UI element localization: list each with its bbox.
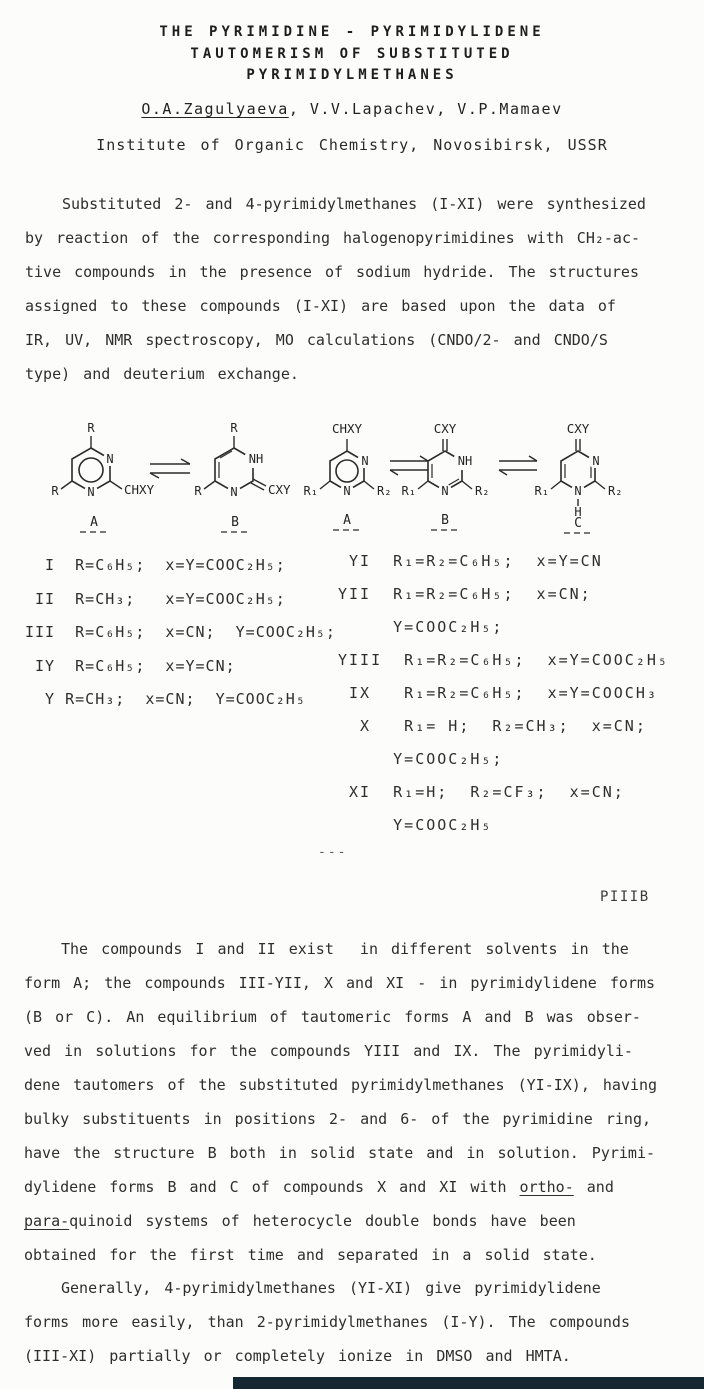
structure-label-b: B bbox=[231, 515, 239, 530]
body-line: form A; the compounds III-YII, X and XI - in pyrimidylidene forms bbox=[24, 974, 655, 992]
bond-r2 bbox=[364, 481, 374, 489]
group-cxy: CXY bbox=[433, 421, 457, 436]
compound-row: IY R=C₆H₅; x=Y=CN; bbox=[25, 656, 236, 675]
compound-row: YII R₁=R₂=C₆H₅; x=CN; bbox=[338, 585, 592, 603]
compound-row: Y=COOC₂H₅ bbox=[338, 816, 493, 834]
section-separator: --- bbox=[318, 845, 348, 860]
substituent-r2: R₂ bbox=[377, 484, 392, 498]
substituent-r-top: R bbox=[230, 421, 238, 435]
atom-h: H bbox=[574, 505, 582, 519]
substituent-r-top: R bbox=[87, 421, 95, 435]
structure-label-a: A bbox=[90, 515, 98, 530]
body-paragraph-2 bbox=[24, 1271, 696, 1373]
atom-n3: N bbox=[574, 484, 582, 498]
abstract-line: Substituted 2- and 4-pyrimidylmethanes (I-XI) were synthesized bbox=[62, 195, 646, 213]
body-line: The compounds I and II exist in different solvents in the bbox=[61, 940, 629, 958]
substituent-r-left: R bbox=[51, 484, 59, 498]
substituent-r-left: R bbox=[194, 484, 202, 498]
body-line: (B or C). An equilibrium of tautomeric forms A and B was obser- bbox=[24, 1008, 641, 1026]
structure-label-a: A bbox=[343, 513, 351, 528]
atom-n3: N bbox=[343, 484, 351, 498]
atom-nh: NH bbox=[457, 454, 473, 468]
compound-row: Y=COOC₂H₅; bbox=[338, 750, 504, 768]
bond-r1 bbox=[418, 481, 428, 489]
substituent-r1: R₁ bbox=[303, 484, 318, 498]
substituent-r1: R₁ bbox=[534, 484, 549, 498]
abstract-line: type) and deuterium exchange. bbox=[25, 365, 299, 383]
compound-row: Y=COOC₂H₅; bbox=[338, 618, 504, 636]
body-text: dylidene forms B and C of compounds X and XI with bbox=[24, 1178, 520, 1196]
aromatic-circle bbox=[336, 460, 358, 482]
atom-n1: N bbox=[106, 452, 114, 466]
group-cxy: CXY bbox=[566, 421, 590, 436]
abstract-line: IR, UV, NMR spectroscopy, MO calculations (CNDO/2- and CNDO/S bbox=[25, 331, 608, 349]
compound-row: YI R₁=R₂=C₆H₅; x=Y=CN bbox=[338, 552, 603, 570]
underlined-word-para: para- bbox=[24, 1212, 70, 1230]
compound-row: XI R₁=H; R₂=CF₃; x=CN; bbox=[338, 783, 625, 801]
atom-n3: N bbox=[441, 484, 449, 498]
body-line: obtained for the first time and separated in a solid state. bbox=[24, 1246, 597, 1264]
substituent-r2: R₂ bbox=[608, 484, 623, 498]
structure-label-b: B bbox=[441, 513, 449, 528]
atom-n1: N bbox=[361, 454, 369, 468]
bond-r2 bbox=[462, 481, 472, 489]
bond-chxy bbox=[110, 481, 122, 489]
body-line bbox=[24, 1170, 696, 1204]
abstract-line: by reaction of the corresponding halogenopyrimidines with CH₂-ac- bbox=[25, 229, 640, 247]
atom-n3: N bbox=[230, 485, 238, 499]
reaction-scheme-2-pyrimidylmethanes bbox=[32, 416, 312, 546]
body-line: dene tautomers of the substituted pyrimidylmethanes (YI-IX), having bbox=[24, 1076, 658, 1094]
abstract-line: tive compounds in the presence of sodium hydride. The structures bbox=[25, 263, 639, 281]
equilibrium-arrows-icon bbox=[150, 459, 190, 478]
scan-edge-artifact bbox=[233, 1377, 704, 1389]
body-line: bulky substituents in positions 2- and 6- of the pyrimidine ring, bbox=[24, 1110, 651, 1128]
abstract-line: assigned to these compounds (I-XI) are based upon the data of bbox=[25, 297, 616, 315]
double-bond-inner bbox=[447, 479, 459, 486]
body-line: (III-XI) partially or completely ionize in DMSO and HMTA. bbox=[24, 1347, 571, 1365]
body-line bbox=[24, 1204, 696, 1238]
body-text: and bbox=[573, 1178, 614, 1196]
compound-row: YIII R₁=R₂=C₆H₅; x=Y=COOC₂H₅ bbox=[338, 651, 669, 669]
bond-r-left bbox=[204, 481, 215, 489]
aromatic-circle bbox=[79, 458, 103, 482]
compound-row: I R=C₆H₅; x=Y=COOC₂H₅; bbox=[25, 556, 286, 574]
group-chxy: CHXY bbox=[331, 421, 363, 436]
equilibrium-arrows-icon bbox=[390, 456, 428, 475]
body-line: have the structure B both in solid state and in solution. Pyrimi- bbox=[24, 1144, 655, 1162]
bond-r2 bbox=[595, 481, 605, 489]
compound-row: Y R=CH₃; x=CN; Y=COOC₂H₅ bbox=[25, 690, 306, 708]
paper-title bbox=[0, 22, 704, 87]
compound-list-right bbox=[338, 545, 698, 842]
page-code: PIIIB bbox=[600, 889, 650, 905]
atom-nh: NH bbox=[248, 452, 264, 466]
underlined-word-ortho: ortho- bbox=[519, 1178, 574, 1196]
bond-r-left bbox=[61, 481, 72, 489]
reaction-scheme-4-pyrimidylmethanes bbox=[300, 412, 698, 547]
atom-n1: N bbox=[592, 454, 600, 468]
atom-n3: N bbox=[87, 485, 95, 499]
title-line-3: PYRIMIDYLMETHANES bbox=[246, 67, 458, 83]
body-line: forms more easily, than 2-pyrimidylmethanes (I-Y). The compounds bbox=[24, 1313, 630, 1331]
substituent-r2: R₂ bbox=[475, 484, 490, 498]
author-first: O.A.Zagulyaeva bbox=[141, 100, 289, 118]
bond-r1 bbox=[551, 481, 561, 489]
substituent-r1: R₁ bbox=[401, 484, 416, 498]
compound-row: II R=CH₃; x=Y=COOC₂H₅; bbox=[25, 589, 286, 608]
group-chxy: CHXY bbox=[124, 482, 155, 497]
body-text: quinoid systems of heterocycle double bonds have been bbox=[69, 1212, 576, 1230]
authors-rest: , V.V.Lapachev, V.P.Mamaev bbox=[288, 100, 563, 118]
abstract-paragraph bbox=[25, 187, 695, 391]
body-line: Generally, 4-pyrimidylmethanes (YI-XI) give pyrimidylidene bbox=[61, 1279, 601, 1297]
affiliation: Institute of Organic Chemistry, Novosibirsk, USSR bbox=[96, 136, 608, 154]
title-line-2: TAUTOMERISM OF SUBSTITUTED bbox=[190, 45, 514, 62]
bond-r1 bbox=[320, 481, 330, 489]
group-cxy: CXY bbox=[268, 482, 291, 497]
compound-list-left bbox=[25, 549, 340, 717]
body-line: ved in solutions for the compounds YIII and IX. The pyrimidyli- bbox=[24, 1042, 633, 1060]
equilibrium-arrows-icon bbox=[499, 456, 537, 475]
body-paragraph-1 bbox=[24, 932, 696, 1272]
compound-row: X R₁= H; R₂=CH₃; x=CN; bbox=[338, 717, 647, 735]
title-line-1: THE PYRIMIDINE - PYRIMIDYLIDENE bbox=[159, 24, 545, 40]
structure-label-c: C bbox=[574, 516, 582, 531]
compound-row: IX R₁=R₂=C₆H₅; x=Y=COOCH₃ bbox=[338, 684, 658, 702]
compound-row: III R=C₆H₅; x=CN; Y=COOC₂H₅; bbox=[25, 623, 336, 641]
authors-line bbox=[0, 100, 704, 118]
